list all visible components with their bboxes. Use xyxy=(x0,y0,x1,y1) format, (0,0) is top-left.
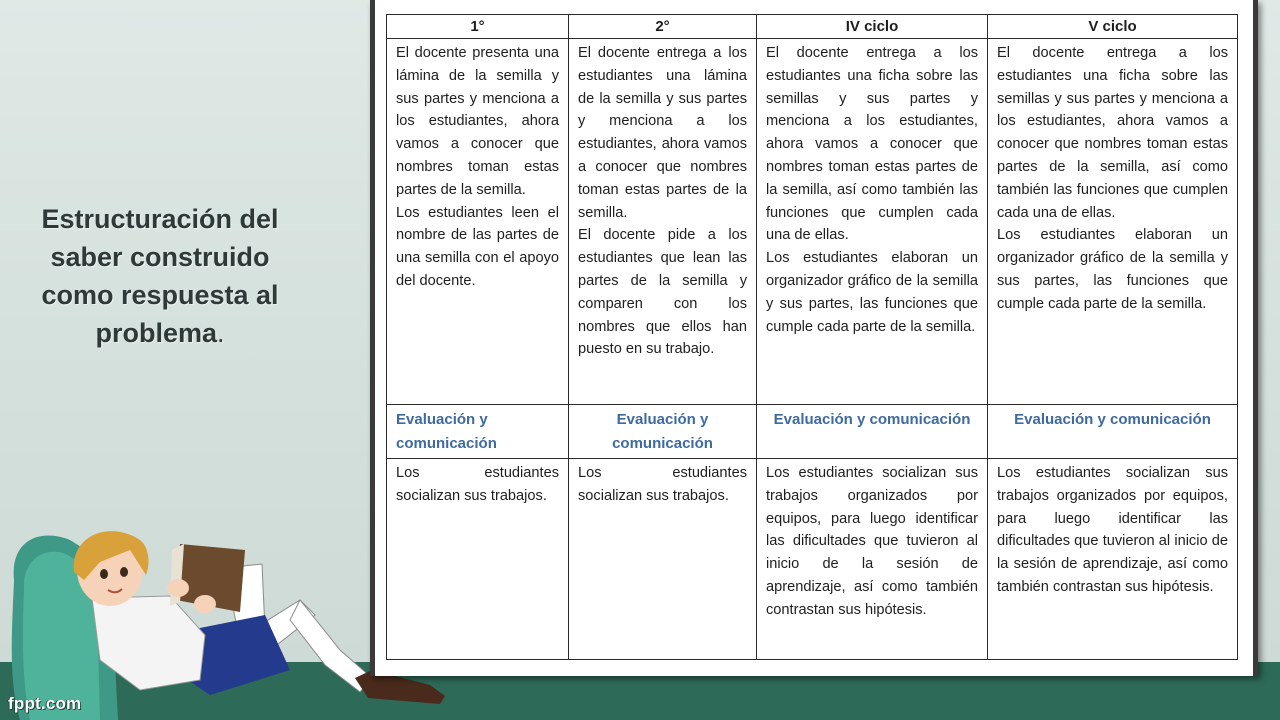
body-cell xyxy=(757,39,988,405)
header-cell: 1° xyxy=(387,15,569,39)
eval-label: Evaluación y comunicación xyxy=(757,405,988,459)
document-sheet xyxy=(370,0,1258,676)
body-cell xyxy=(387,39,569,405)
header-cell: IV ciclo xyxy=(757,15,988,39)
paragraph: Los estudiantes leen el nombre de las partes de una semilla con el apoyo del docente. xyxy=(396,204,559,289)
lesson-comparison-table xyxy=(386,14,1238,660)
result-cell: Los estudiantes socializan sus trabajos organizados por equipos, para luego identificar las dificultades que tuvieron al inicio de la sesión de aprendizaje, así como también contrastan sus hipótesis. xyxy=(988,459,1238,660)
paragraph: El docente entrega a los estudiantes una lámina de la semilla y sus partes y menciona a los estudiantes, ahora vamos a conocer que nombres toman estas partes de la semilla. xyxy=(578,45,747,221)
paragraph: Los estudiantes elaboran un organizador gráfico de la semilla y sus partes, las funciones que cumple cada parte de la semilla. xyxy=(766,250,978,335)
paragraph: El docente entrega a los estudiantes una ficha sobre las semillas y sus partes y menciona a los estudiantes, ahora vamos a conocer que nombres toman estas partes de la semilla, así como también las funciones que cumplen cada una de ellas. xyxy=(997,45,1228,221)
eval-label: Evaluación y comunicación xyxy=(988,405,1238,459)
paragraph: El docente entrega a los estudiantes una ficha sobre las semillas y sus partes y menciona a los estudiantes, ahora vamos a conocer que nombres toman estas partes de la semilla, así como también las funciones que cumplen cada una de ellas. xyxy=(766,45,978,244)
table-row xyxy=(387,39,1238,405)
eval-label: Evaluación y comunicación xyxy=(387,405,569,459)
body-cell xyxy=(569,39,757,405)
paragraph: Los estudiantes elaboran un organizador gráfico de la semilla y sus partes, las funciones que cumple cada parte de la semilla. xyxy=(997,227,1228,312)
header-cell: 2° xyxy=(569,15,757,39)
table-row xyxy=(387,405,1238,459)
table-row xyxy=(387,459,1238,660)
paragraph: El docente presenta una lámina de la semilla y sus partes y menciona a los estudiantes, ahora vamos a conocer que nombres toman estas partes de la semilla. xyxy=(396,45,559,198)
section-title-text: Estructuración del saber construido como respuesta al problema xyxy=(41,204,279,348)
result-cell: Los estudiantes socializan sus trabajos organizados por equipos, para luego identificar las dificultades que tuvieron al inicio de la sesión de aprendizaje, así como también contrastan sus hipótesis. xyxy=(757,459,988,660)
paragraph: El docente pide a los estudiantes que lean las partes de la semilla y comparen con los nombres que ellos han puesto en su trabajo. xyxy=(578,227,747,358)
table-header-row xyxy=(387,15,1238,39)
section-title-dot: . xyxy=(217,318,225,348)
fppt-logo: fppt.com xyxy=(8,694,82,713)
section-title xyxy=(14,200,306,352)
header-cell: V ciclo xyxy=(988,15,1238,39)
result-cell: Los estudiantes socializan sus trabajos. xyxy=(387,459,569,660)
eval-label: Evaluación y comunicación xyxy=(569,405,757,459)
result-cell: Los estudiantes socializan sus trabajos. xyxy=(569,459,757,660)
body-cell xyxy=(988,39,1238,405)
